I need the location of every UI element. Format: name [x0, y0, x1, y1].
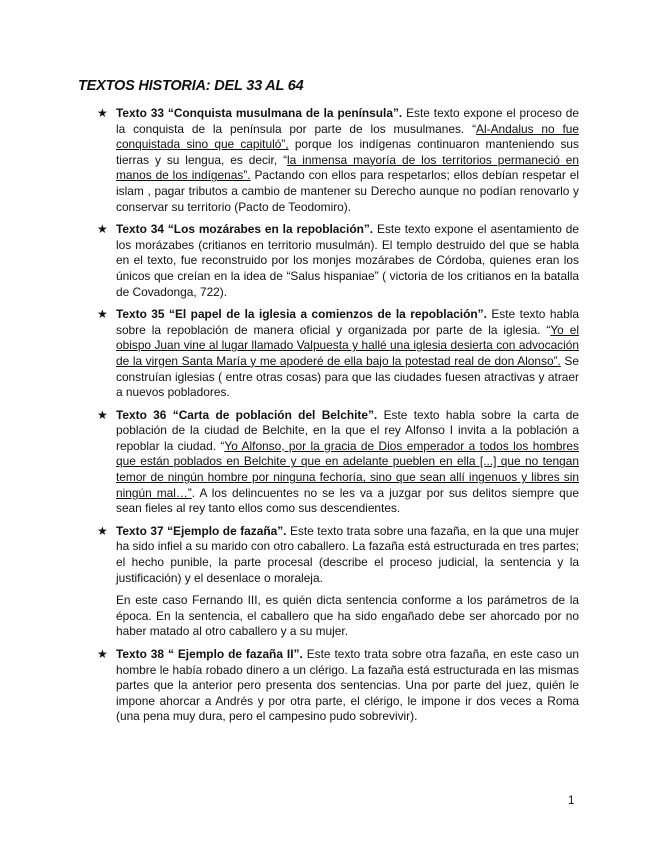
list-item-texto-37: [97, 524, 579, 586]
star-bullet-icon: ★: [97, 647, 108, 661]
item-heading: Texto 37 “Ejemplo de fazaña”.: [116, 523, 287, 538]
item-text: Este texto expone el asentamiento de los morázabes (critianos en territorio musulmán). El templo destruido del que se habla en el texto, fue reconstruido por los monjes mozárabes de Córdoba, quienes eran los únicos que creían en la idea de “Salus hispaniae” ( victoria de los critianos en la batalla de Covadonga, 722).: [116, 222, 579, 299]
item-text: Se construían iglesias ( entre otras cosas) para que las ciudades fuesen atractivas y atraer a nuevos pobladores.: [116, 353, 579, 400]
list-item-texto-36: [97, 408, 579, 517]
item-text: Este texto trata sobre otra fazaña, en este caso un hombre le había robado dinero a un clérigo. La fazaña está estructurada en las mismas partes que la anterior pero presenta dos sentencias. Una por parte del juez, quién le impone ahorcar a Andrés y por otra parte, el clérigo, le impone ir dos veces a Roma (una pena muy dura, pero el campesino pudo sobrevivir).: [116, 647, 579, 724]
item-text: Este texto trata sobre una fazaña, en la que una mujer ha sido infiel a su marido con otro caballero. La fazaña está estructurada en tres partes; el hecho punible, la parte procesal (describe el proceso judicial, la sentencia y la justificación) y el desenlace o moraleja.: [116, 523, 579, 585]
document-title: TEXTOS HISTORIA: DEL 33 AL 64: [78, 78, 304, 94]
item-quote: Al-Andalus no fue conquistada sino que capituló”,: [116, 121, 579, 152]
list-item-texto-38: [97, 647, 579, 725]
list-item-texto-33: [97, 106, 579, 215]
item-text: Este texto expone el proceso de la conquista de la península por parte de los musulmanes. “: [116, 106, 579, 136]
star-bullet-icon: ★: [97, 222, 108, 237]
item-paragraph-texto-37: En este caso Fernando III, es quién dicta sentencia conforme a los parámetros de la época. En la sentencia, el caballero que ha sido engañado debe ser ahorcado por no haber matado al otro caballero y a su mujer.: [116, 593, 579, 639]
item-text: porque los indígenas continuaron manteniendo sus tierras y su lengua, es decir, “: [116, 137, 579, 167]
star-bullet-icon: ★: [97, 106, 108, 120]
star-bullet-icon: ★: [97, 407, 108, 422]
item-text: Este texto habla sobre la repoblación de manera oficial y organizada por parte de la iglesia. “: [116, 307, 579, 337]
page-number: 1: [568, 795, 575, 807]
list-item-texto-34: [97, 222, 579, 300]
item-quote: Yo el obispo Juan vine al lugar llamado Valpuesta y hallé una iglesia desierta con advocación de la virgen Santa María y me apoderé de ella bajo la potestad real de don Alonso”.: [116, 322, 579, 368]
item-quote: Yo Alfonso, por la gracia de Dios emperador a todos los hombres que están poblados en Belchite y que en adelante pueblen en ella [...] que no tengan temor de ningún hombre por ninguna fechoría, sino que sean allí ingenuos y libres sin ningún mal…”: [116, 438, 579, 500]
item-text: . A los delincuentes no se les va a juzgar por sus delitos siempre que sean fieles al rey tanto ellos como sus descendientes.: [116, 485, 579, 516]
item-text: Pactando con ellos para respetarlos; ellos debían respetar el islam , pagar tributos a cambio de mantener su Derecho aunque no podían renovarlo y conservar su territorio (Pacto de Teodomiro).: [116, 168, 579, 214]
item-heading: Texto 35 “El papel de la iglesia a comienzos de la repoblación”.: [116, 307, 487, 322]
text-list: [97, 106, 579, 732]
item-heading: Texto 34 “Los mozárabes en la repoblación”.: [116, 222, 374, 237]
star-bullet-icon: ★: [97, 523, 108, 538]
star-bullet-icon: ★: [97, 307, 108, 322]
item-heading: Texto 33 “Conquista musulmana de la península”.: [116, 106, 403, 120]
item-heading: Texto 36 “Carta de población del Belchite”.: [116, 407, 378, 422]
item-heading: Texto 38 “ Ejemplo de fazaña II”.: [116, 647, 303, 661]
list-item-texto-35: [97, 307, 579, 401]
item-text: Este texto habla sobre la carta de población de la ciudad de Belchite, en la que el rey Alfonso I invita a la población a repoblar la ciudad. “: [116, 407, 579, 453]
item-quote: la inmensa mayoría de los territorios permaneció en manos de los indígenas”.: [116, 152, 579, 183]
